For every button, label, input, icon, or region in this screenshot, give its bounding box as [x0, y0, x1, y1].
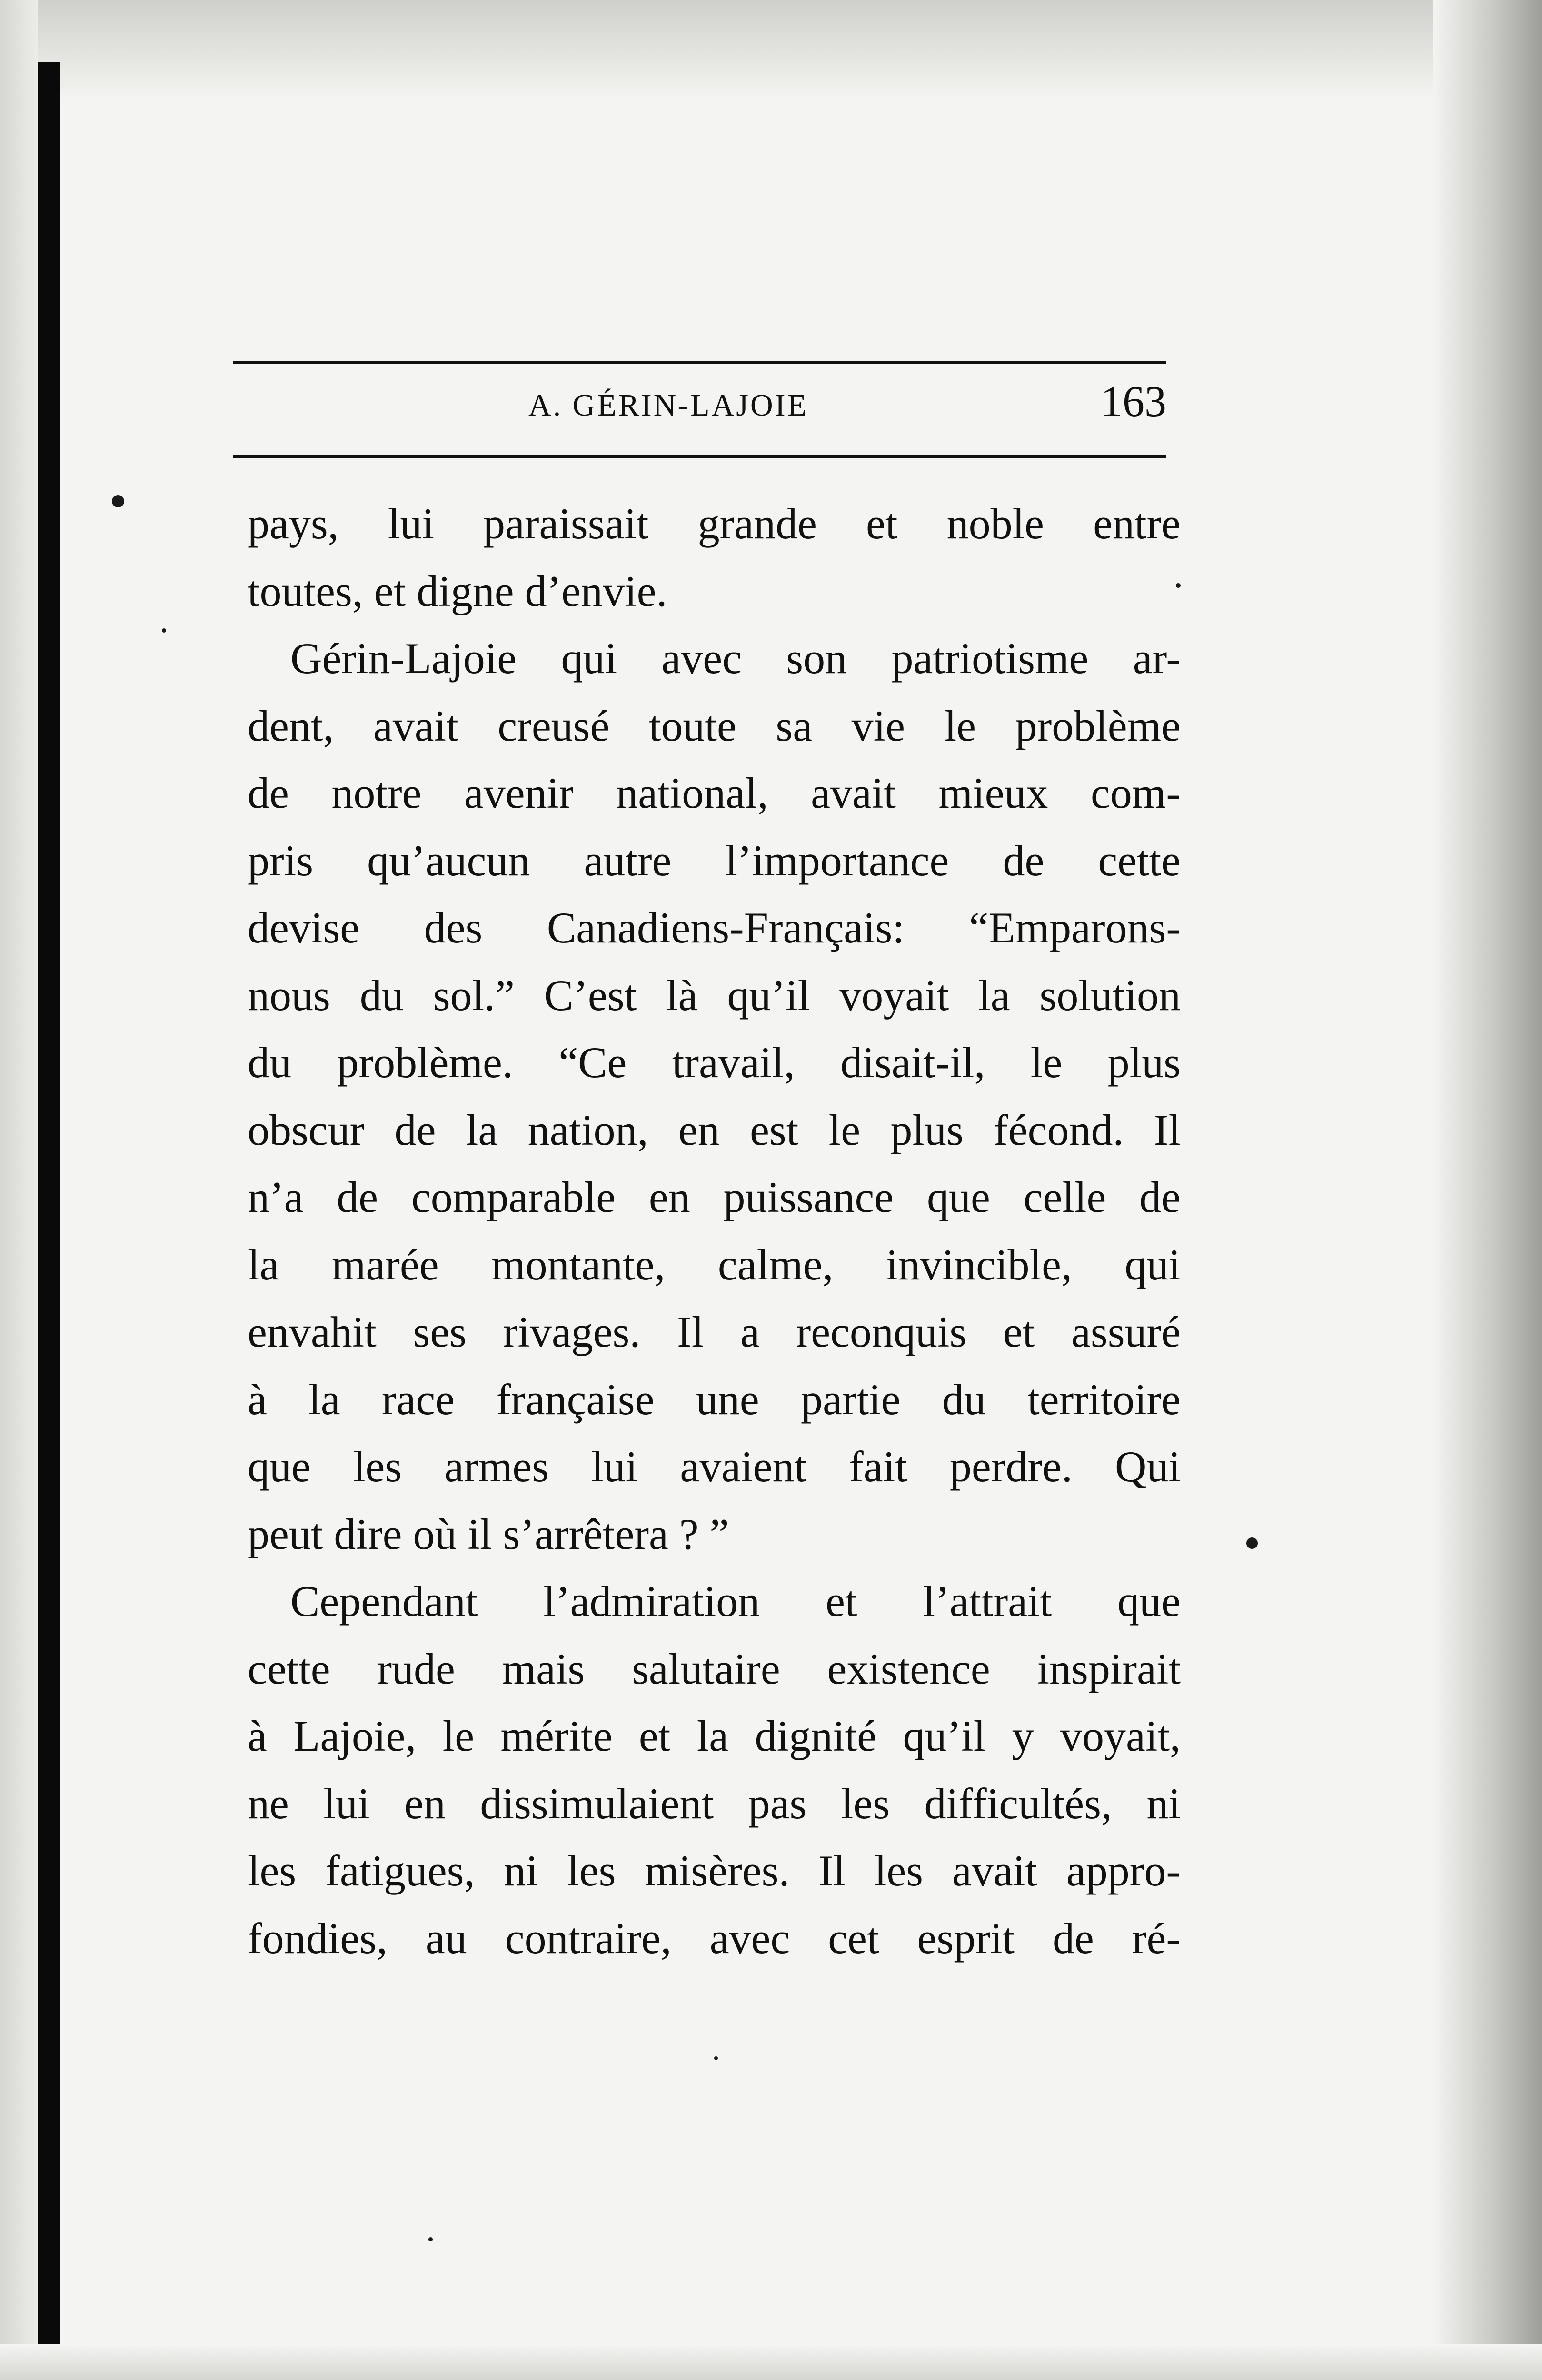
running-header — [233, 376, 1166, 443]
text-line: pris qu’aucun autre l’importance de cette — [248, 836, 1181, 885]
text-line: peut dire où il s’arrêtera ? ” — [248, 1509, 729, 1558]
text-line: de notre avenir national, avait mieux com- — [248, 769, 1181, 817]
paragraph-first-line: Gérin-Lajoie qui avec son patriotisme ar- — [290, 634, 1181, 683]
text-line: pays, lui paraissait grande et noble entre — [248, 499, 1181, 548]
text-line: devise des Canadiens-Français: “Emparons- — [248, 903, 1181, 952]
scan-speck — [1176, 583, 1181, 588]
text-line: toutes, et digne d’envie. — [248, 566, 667, 615]
running-title: A. GÉRIN-LAJOIE — [528, 388, 808, 423]
text-line: n’a de comparable en puissance que celle de — [248, 1173, 1181, 1221]
text-line: les fatigues, ni les misères. Il les avait appro- — [248, 1846, 1181, 1895]
text-line: fondies, au contraire, avec cet esprit de ré- — [248, 1914, 1181, 1963]
scan-speck — [428, 2237, 433, 2241]
text-line: ne lui en dissimulaient pas les difficultés, ni — [248, 1779, 1181, 1828]
text-line: dent, avait creusé toute sa vie le problème — [248, 701, 1181, 750]
page-top-shadow — [0, 0, 1542, 100]
text-line: à Lajoie, le mérite et la dignité qu’il y voyait, — [248, 1712, 1181, 1760]
text-line: à la race française une partie du territoire — [248, 1375, 1181, 1424]
header-rule-bottom — [233, 455, 1166, 458]
text-line: cette rude mais salutaire existence inspirait — [248, 1644, 1181, 1693]
text-line: nous du sol.” C’est là qu’il voyait la solution — [248, 971, 1181, 1020]
page-left-margin — [0, 0, 38, 2380]
page-right-edge-shadow — [1433, 0, 1542, 2380]
body-text — [248, 490, 1181, 1972]
text-line: du problème. “Ce travail, disait-il, le plus — [248, 1038, 1181, 1087]
header-rule-top — [233, 361, 1166, 364]
scan-speck — [1246, 1537, 1258, 1549]
text-line: envahit ses rivages. Il a reconquis et assuré — [248, 1308, 1181, 1356]
text-line: que les armes lui avaient fait perdre. Qui — [248, 1442, 1181, 1491]
scan-speck — [714, 2056, 718, 2060]
binding-gutter-line — [38, 62, 60, 2375]
page-bottom-shadow — [0, 2344, 1542, 2380]
paragraph-first-line: Cependant l’admiration et l’attrait que — [290, 1577, 1181, 1626]
scan-speck — [112, 495, 124, 507]
text-line: obscur de la nation, en est le plus fécond. Il — [248, 1105, 1181, 1154]
scan-speck — [162, 628, 166, 633]
text-line: la marée montante, calme, invincible, qui — [248, 1240, 1181, 1289]
page-number: 163 — [1101, 377, 1166, 426]
